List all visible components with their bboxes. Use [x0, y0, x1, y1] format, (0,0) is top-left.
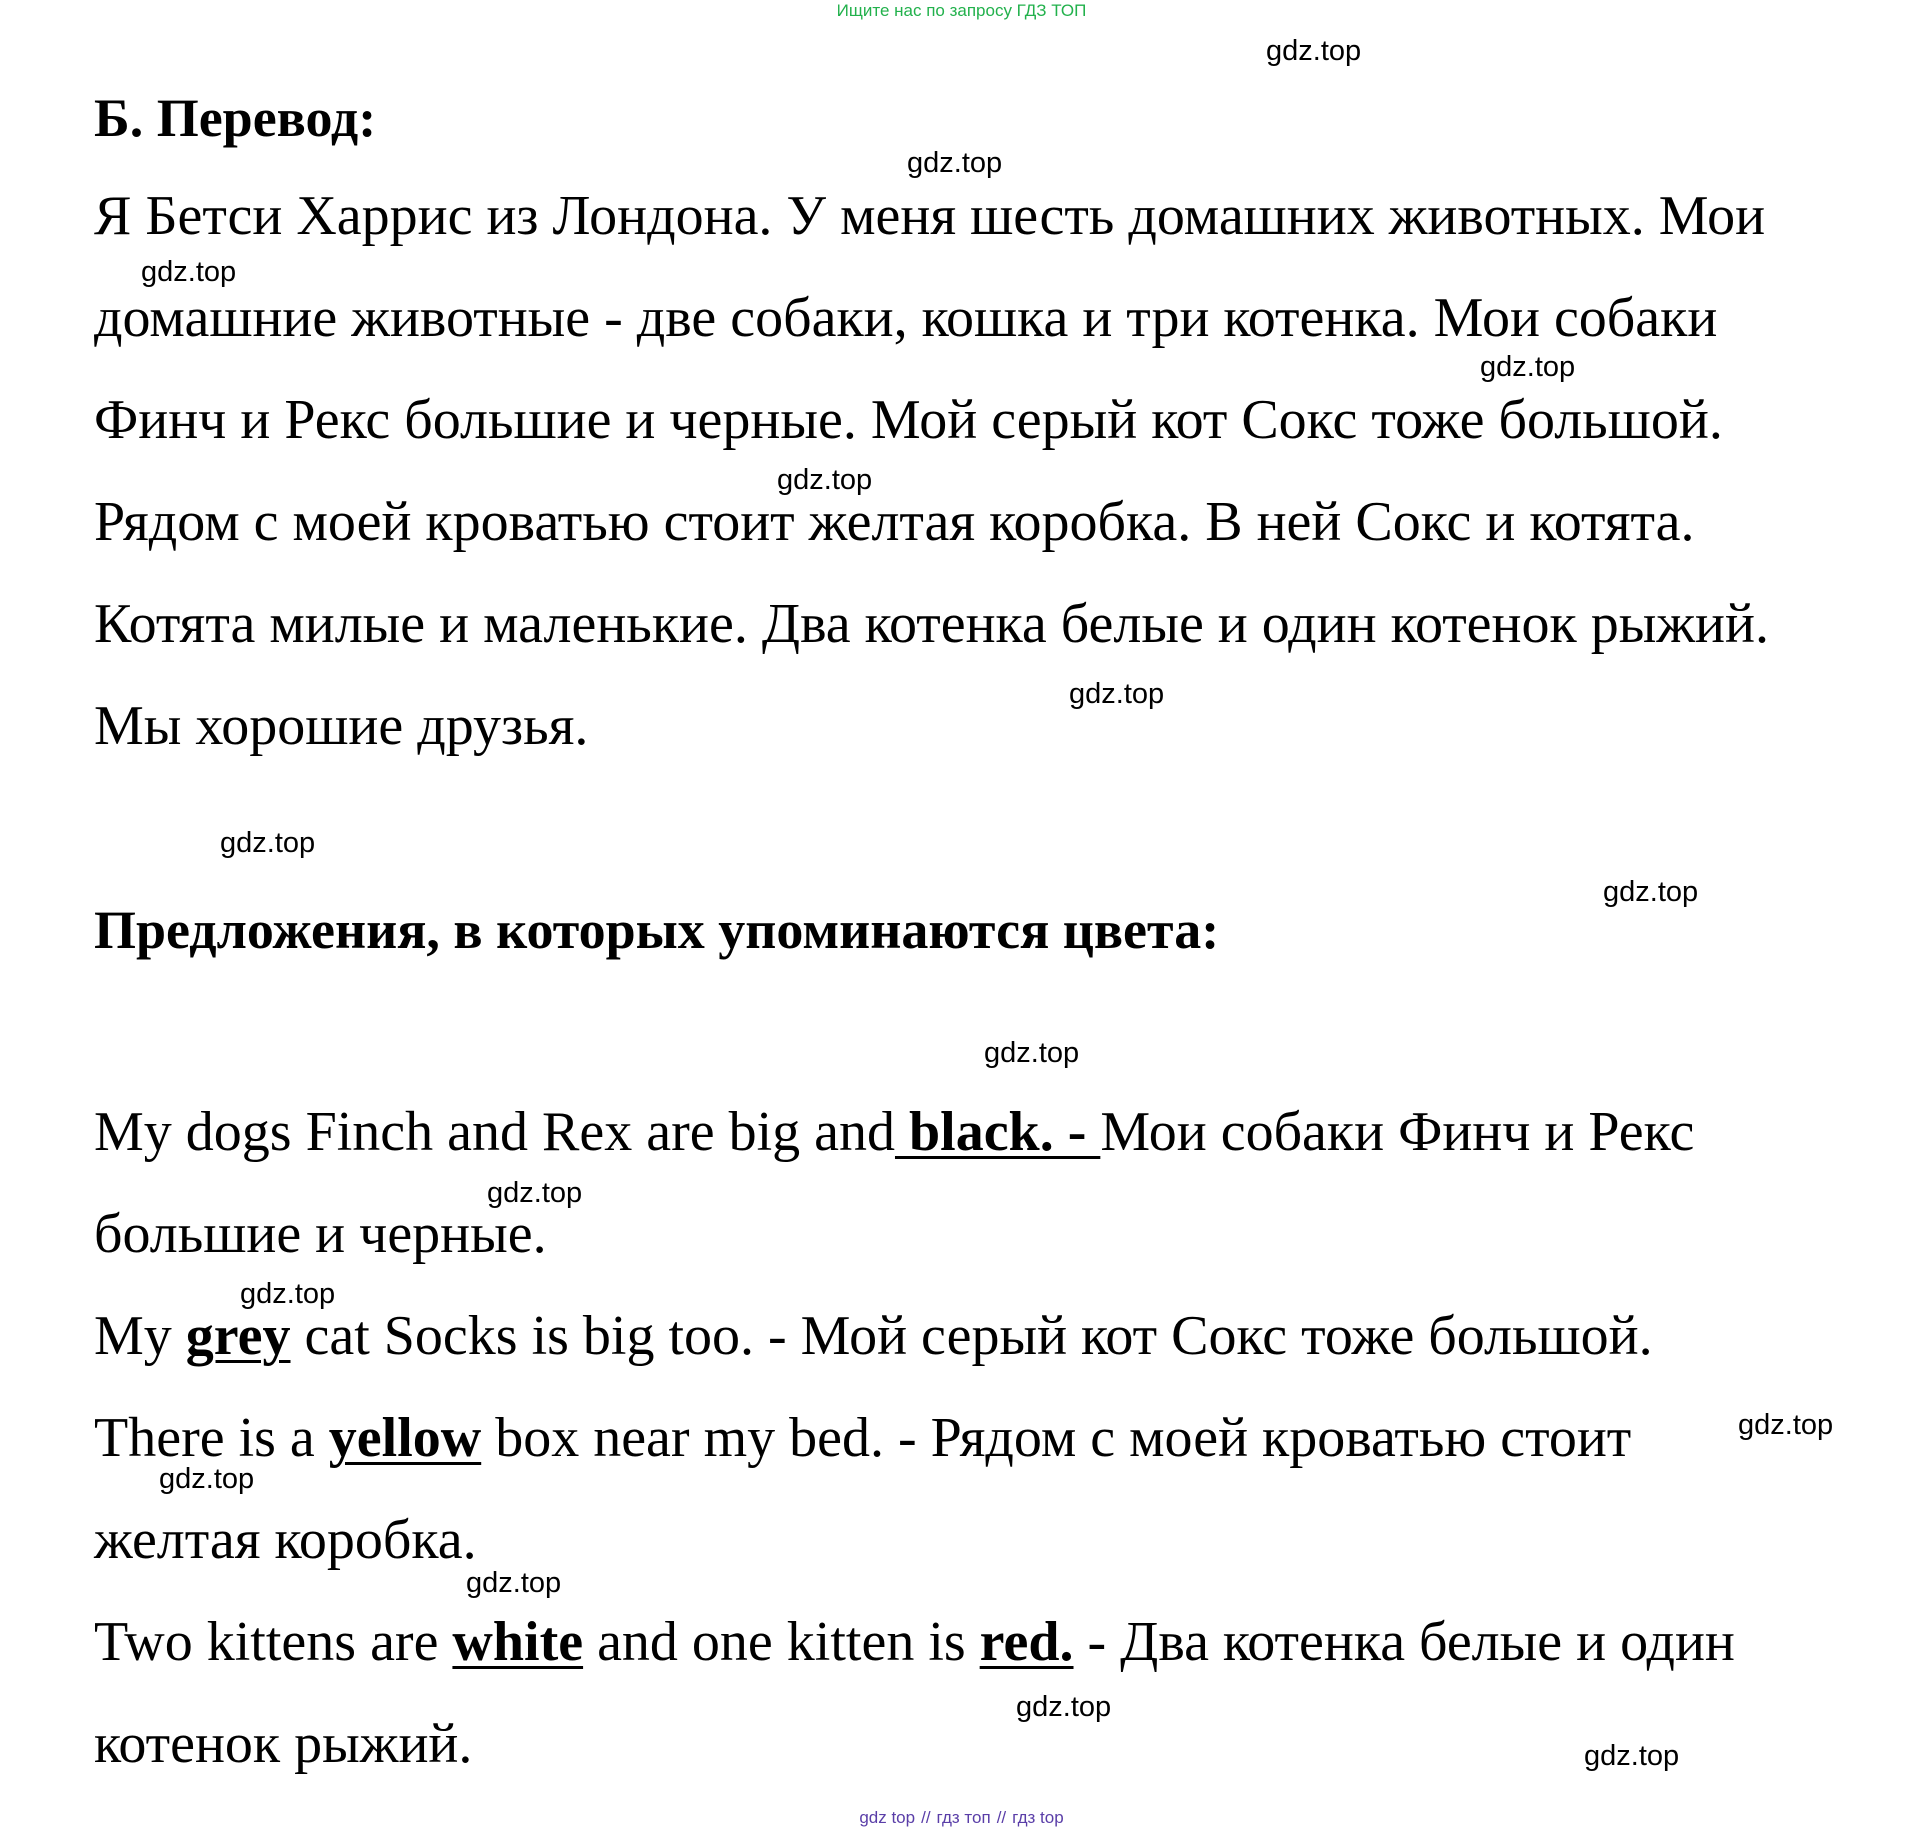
watermark: gdz.top — [1069, 678, 1165, 710]
color-sentence-1 — [94, 1100, 1694, 1164]
translation-line-3: Финч и Рекс большие и черные. Мой серый кот Сокс тоже большой. — [94, 389, 1723, 451]
highlight-grey: grey — [185, 1305, 291, 1367]
translation-line-5: Котята милые и маленькие. Два котенка белые и один котенок рыжий. — [94, 593, 1769, 655]
highlight-white: white — [452, 1611, 584, 1673]
footer-link-gdz-top[interactable]: gdz top — [859, 1808, 916, 1827]
watermark: gdz.top — [1738, 1409, 1834, 1441]
color-sentence-3-cont: желтая коробка. — [94, 1509, 477, 1571]
sentence-text: and one kitten is — [583, 1611, 980, 1673]
color-sentence-1-cont: большие и черные. — [94, 1203, 547, 1265]
translation-line-4: Рядом с моей кроватью стоит желтая коробка. В ней Сокс и котята. — [94, 491, 1695, 553]
footer-link-gdz-top-ru[interactable]: гдз топ — [936, 1808, 991, 1827]
footer-separator: // — [921, 1808, 931, 1827]
color-sentence-4-cont: котенок рыжий. — [94, 1713, 473, 1775]
sentence-text: My dogs Finch and Rex are big and — [94, 1101, 895, 1163]
translation-heading: Б. Перевод: — [94, 88, 377, 148]
sentence-text: cat Socks is big too. - Мой серый кот Сокс тоже большой. — [290, 1305, 1653, 1367]
colors-heading: Предложения, в которых упоминаются цвета: — [94, 900, 1220, 960]
sentence-text: Two kittens are — [94, 1611, 453, 1673]
highlight-red: red. — [979, 1611, 1074, 1673]
color-sentence-4 — [94, 1610, 1735, 1674]
watermark: gdz.top — [777, 464, 873, 496]
translation-line-6: Мы хорошие друзья. — [94, 695, 589, 757]
footer-link-gdz-top-mixed[interactable]: гдз top — [1012, 1808, 1064, 1827]
color-sentence-2 — [94, 1304, 1653, 1368]
watermark: gdz.top — [984, 1037, 1080, 1069]
watermark: gdz.top — [141, 256, 237, 288]
highlight-black: black. - — [894, 1101, 1101, 1163]
watermark: gdz.top — [1480, 351, 1576, 383]
watermark: gdz.top — [240, 1278, 336, 1310]
sentence-text: - Два котенка белые и один — [1073, 1611, 1735, 1673]
sentence-text: Мои собаки Финч и Рекс — [1100, 1101, 1695, 1163]
sentence-text: There is a — [94, 1407, 329, 1469]
watermark: gdz.top — [466, 1567, 562, 1599]
sentence-text: box near my bed. - Рядом с моей кроватью стоит — [481, 1407, 1632, 1469]
watermark: gdz.top — [487, 1177, 583, 1209]
watermark: gdz.top — [1603, 876, 1699, 908]
translation-line-2: домашние животные - две собаки, кошка и три котенка. Мои собаки — [94, 287, 1718, 349]
watermark: gdz.top — [1266, 35, 1362, 67]
sentence-text: My — [94, 1305, 186, 1367]
watermark: gdz.top — [1016, 1691, 1112, 1723]
color-sentence-3 — [94, 1406, 1631, 1470]
footer-links — [0, 1808, 1923, 1828]
watermark: gdz.top — [220, 827, 316, 859]
watermark: gdz.top — [159, 1463, 255, 1495]
top-banner: Ищите нас по запросу ГДЗ ТОП — [836, 1, 1087, 20]
translation-line-1: Я Бетси Харрис из Лондона. У меня шесть домашних животных. Мои — [94, 185, 1766, 247]
watermark: gdz.top — [907, 147, 1003, 179]
highlight-yellow: yellow — [328, 1407, 482, 1469]
watermark: gdz.top — [1584, 1740, 1680, 1772]
footer-separator: // — [996, 1808, 1007, 1827]
